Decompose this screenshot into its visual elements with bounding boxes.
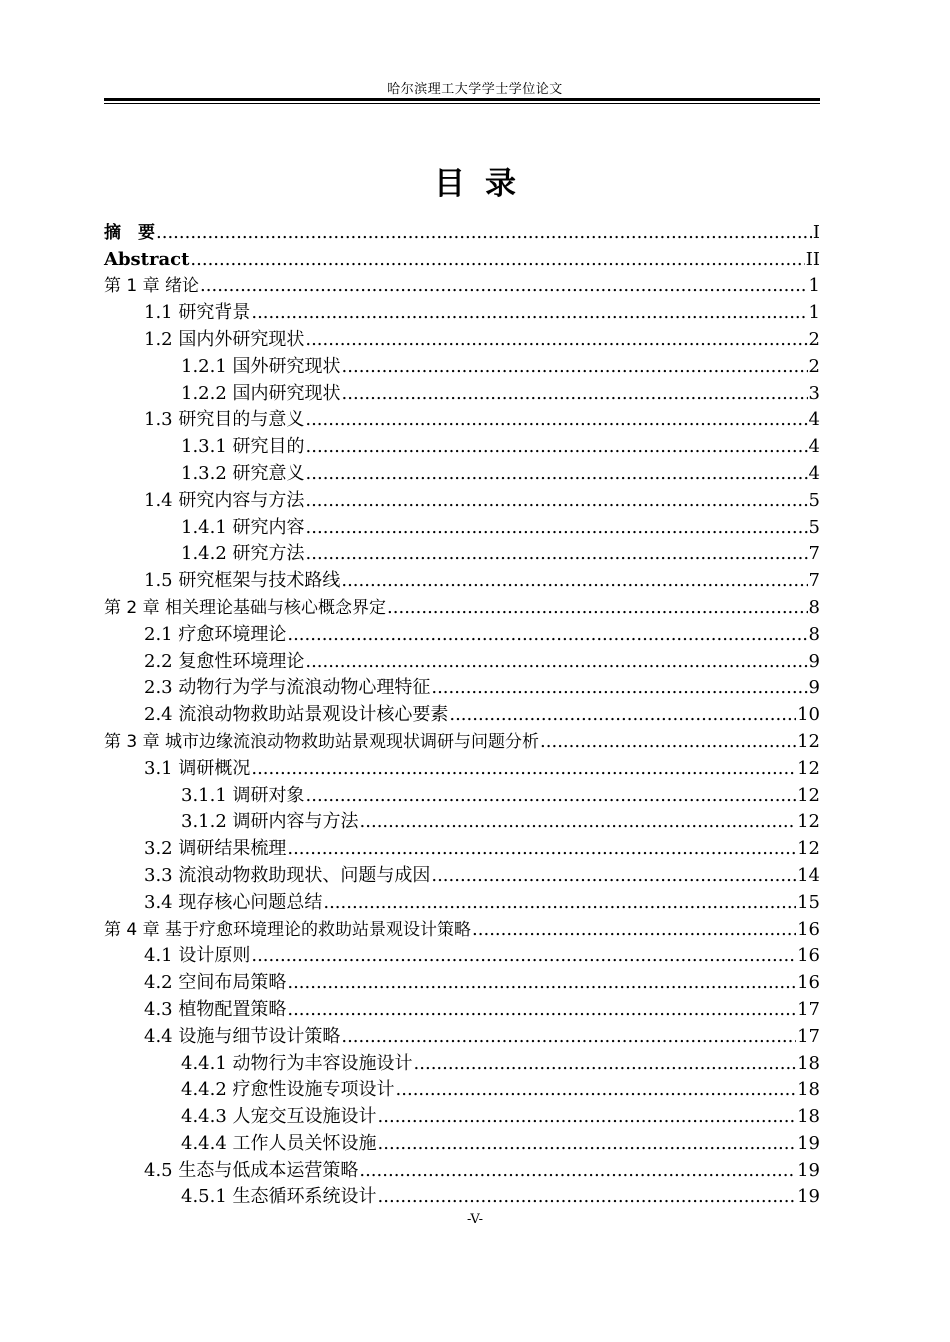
- toc-leader-dots: [540, 731, 796, 753]
- toc-entry-label: 第 1 章 绪论: [104, 276, 200, 297]
- toc-entry[interactable]: [104, 1021, 820, 1048]
- toc-entry-label: 1.4.1 研究内容: [181, 516, 305, 538]
- toc-leader-dots: [287, 999, 796, 1021]
- toc-entry-label: 3.1.2 调研内容与方法: [181, 811, 359, 833]
- toc-leader-dots: [378, 1133, 797, 1155]
- toc-entry[interactable]: [104, 244, 820, 271]
- toc-entry-label: 3.3 流浪动物救助现状、问题与成因: [144, 864, 431, 886]
- toc-entry-page: 5: [808, 489, 820, 511]
- toc-entry-label: 1.2 国内外研究现状: [144, 328, 305, 350]
- toc-entry-page: 8: [808, 623, 820, 645]
- toc-entry[interactable]: [104, 565, 820, 592]
- toc-leader-dots: [287, 624, 807, 646]
- toc-entry-page: 7: [808, 570, 820, 592]
- toc-entry[interactable]: [104, 271, 820, 298]
- toc-leader-dots: [378, 1186, 797, 1208]
- toc-leader-dots: [360, 811, 797, 833]
- toc-entry-page: 1: [808, 302, 820, 324]
- toc-entry-label: 4.5 生态与低成本运营策略: [144, 1159, 359, 1181]
- toc-entry-page: 16: [797, 945, 820, 967]
- toc-entry[interactable]: [104, 512, 820, 539]
- toc-entry[interactable]: [104, 699, 820, 726]
- toc-entry-page: 4: [808, 462, 820, 484]
- toc-entry-label: 2.2 复愈性环境理论: [144, 650, 305, 672]
- toc-entry-label: 3.4 现存核心问题总结: [144, 891, 323, 913]
- toc-entry-label: 4.2 空间布局策略: [144, 972, 287, 994]
- toc-entry[interactable]: [104, 539, 820, 566]
- toc-leader-dots: [287, 838, 796, 860]
- toc-leader-dots: [306, 785, 797, 807]
- toc-entry-label: 4.5.1 生态循环系统设计: [181, 1186, 377, 1208]
- toc-entry-label: 4.4.1 动物行为丰容设施设计: [181, 1052, 413, 1074]
- toc-entry-page: 10: [797, 704, 820, 726]
- toc-entry-label: 4.1 设计原则: [144, 945, 251, 967]
- toc-leader-dots: [341, 570, 807, 592]
- toc-leader-dots: [342, 356, 808, 378]
- toc-entry[interactable]: [104, 592, 820, 619]
- toc-entry-label: 1.5 研究框架与技术路线: [144, 570, 341, 592]
- toc-leader-dots: [387, 597, 808, 619]
- toc-entry[interactable]: [104, 619, 820, 646]
- toc-entry[interactable]: [104, 1182, 820, 1209]
- toc-entry-label: 4.4.4 工作人员关怀设施: [181, 1132, 377, 1154]
- toc-entry-page: I: [812, 221, 820, 243]
- toc-entry[interactable]: [104, 217, 820, 244]
- toc-leader-dots: [431, 677, 807, 699]
- toc-entry-label: 2.4 流浪动物救助站景观设计核心要素: [144, 704, 449, 726]
- toc-entry-page: 19: [797, 1186, 820, 1208]
- toc-entry[interactable]: [104, 753, 820, 780]
- toc-entry-page: 18: [797, 1052, 820, 1074]
- toc-entry-page: 8: [808, 596, 820, 618]
- toc-leader-dots: [251, 758, 796, 780]
- toc-entry-page: 7: [808, 543, 820, 565]
- toc-leader-dots: [306, 517, 808, 539]
- toc-leader-dots: [156, 222, 812, 244]
- toc-entry[interactable]: [104, 967, 820, 994]
- toc-leader-dots: [190, 249, 804, 271]
- toc-leader-dots: [396, 1079, 797, 1101]
- toc-entry-label: 1.3 研究目的与意义: [144, 409, 305, 431]
- toc-leader-dots: [251, 945, 796, 967]
- toc-entry-label: 4.3 植物配置策略: [144, 998, 287, 1020]
- toc-entry[interactable]: [104, 673, 820, 700]
- toc-entry[interactable]: [104, 833, 820, 860]
- toc-entry-page: 16: [797, 918, 820, 940]
- toc-entry[interactable]: [104, 1128, 820, 1155]
- toc-entry-page: 2: [808, 355, 820, 377]
- toc-entry-page: 4: [808, 436, 820, 458]
- table-of-contents: [104, 217, 820, 1208]
- toc-entry-page: 17: [797, 1025, 820, 1047]
- header-rule-thin: [104, 103, 820, 104]
- toc-entry[interactable]: [104, 1101, 820, 1128]
- toc-entry-label: 2.1 疗愈环境理论: [144, 623, 287, 645]
- toc-entry[interactable]: [104, 458, 820, 485]
- toc-leader-dots: [306, 543, 808, 565]
- toc-leader-dots: [287, 972, 796, 994]
- toc-entry-page: 5: [808, 516, 820, 538]
- toc-leader-dots: [306, 463, 808, 485]
- toc-leader-dots: [323, 892, 796, 914]
- toc-entry-label: 4.4 设施与细节设计策略: [144, 1025, 341, 1047]
- toc-leader-dots: [472, 919, 796, 941]
- toc-leader-dots: [378, 1106, 797, 1128]
- toc-entry-label: 1.2.1 国外研究现状: [181, 355, 341, 377]
- toc-entry[interactable]: [104, 646, 820, 673]
- toc-entry[interactable]: [104, 941, 820, 968]
- toc-entry-page: 18: [797, 1079, 820, 1101]
- toc-entry[interactable]: [104, 351, 820, 378]
- toc-entry[interactable]: [104, 378, 820, 405]
- page-header: 哈尔滨理工大学学士学位论文: [387, 82, 563, 97]
- toc-entry-page: 9: [808, 677, 820, 699]
- toc-entry-page: 1: [808, 275, 820, 297]
- toc-entry-label: Abstract: [104, 248, 190, 270]
- toc-entry-page: II: [805, 248, 820, 270]
- toc-entry[interactable]: [104, 297, 820, 324]
- toc-entry-page: 17: [797, 998, 820, 1020]
- toc-entry-page: 3: [808, 382, 820, 404]
- toc-entry-page: 14: [797, 864, 820, 886]
- toc-leader-dots: [305, 490, 807, 512]
- toc-entry-page: 12: [797, 757, 820, 779]
- toc-entry-label: 3.2 调研结果梳理: [144, 838, 287, 860]
- toc-entry-label: 1.4 研究内容与方法: [144, 489, 305, 511]
- toc-entry[interactable]: [104, 1048, 820, 1075]
- toc-leader-dots: [305, 651, 807, 673]
- toc-entry-page: 12: [797, 730, 820, 752]
- toc-entry-label: 4.4.3 人宠交互设施设计: [181, 1106, 377, 1128]
- toc-entry-label: 摘 要: [104, 222, 155, 243]
- toc-entry-label: 第 4 章 基于疗愈环境理论的救助站景观设计策略: [104, 919, 472, 940]
- toc-entry-label: 3.1 调研概况: [144, 757, 251, 779]
- toc-entry-page: 4: [808, 409, 820, 431]
- toc-entry-page: 12: [797, 784, 820, 806]
- header-rule-thick: [104, 98, 820, 101]
- toc-entry-page: 12: [797, 811, 820, 833]
- toc-leader-dots: [449, 704, 796, 726]
- toc-leader-dots: [251, 302, 807, 324]
- toc-entry[interactable]: [104, 485, 820, 512]
- toc-leader-dots: [414, 1053, 797, 1075]
- toc-entry-page: 2: [808, 328, 820, 350]
- toc-entry-label: 2.3 动物行为学与流浪动物心理特征: [144, 677, 431, 699]
- toc-entry-label: 3.1.1 调研对象: [181, 784, 305, 806]
- toc-leader-dots: [305, 409, 807, 431]
- toc-entry-label: 第 2 章 相关理论基础与核心概念界定: [104, 597, 387, 618]
- toc-leader-dots: [359, 1160, 796, 1182]
- toc-entry[interactable]: [104, 431, 820, 458]
- toc-entry-page: 12: [797, 838, 820, 860]
- toc-entry[interactable]: [104, 726, 820, 753]
- toc-entry[interactable]: [104, 914, 820, 941]
- page-number: -V-: [466, 1212, 484, 1227]
- toc-leader-dots: [200, 275, 808, 297]
- toc-entry-page: 15: [797, 891, 820, 913]
- toc-entry[interactable]: [104, 1075, 820, 1102]
- toc-entry[interactable]: [104, 860, 820, 887]
- toc-entry-label: 1.1 研究背景: [144, 302, 251, 324]
- toc-entry-label: 第 3 章 城市边缘流浪动物救助站景观现状调研与问题分析: [104, 731, 540, 752]
- toc-entry[interactable]: [104, 1155, 820, 1182]
- toc-entry-page: 18: [797, 1106, 820, 1128]
- toc-entry-label: 1.2.2 国内研究现状: [181, 382, 341, 404]
- toc-entry-page: 16: [797, 972, 820, 994]
- toc-entry-page: 9: [808, 650, 820, 672]
- toc-leader-dots: [306, 436, 808, 458]
- toc-entry[interactable]: [104, 405, 820, 432]
- toc-leader-dots: [431, 865, 796, 887]
- toc-title: 目录: [434, 166, 536, 202]
- toc-entry[interactable]: [104, 324, 820, 351]
- toc-entry-label: 1.3.1 研究目的: [181, 436, 305, 458]
- toc-entry[interactable]: [104, 994, 820, 1021]
- toc-entry-page: 19: [797, 1159, 820, 1181]
- toc-entry[interactable]: [104, 807, 820, 834]
- toc-entry-label: 1.4.2 研究方法: [181, 543, 305, 565]
- toc-entry[interactable]: [104, 780, 820, 807]
- toc-leader-dots: [341, 1026, 796, 1048]
- toc-entry-label: 4.4.2 疗愈性设施专项设计: [181, 1079, 395, 1101]
- toc-leader-dots: [305, 329, 807, 351]
- toc-entry[interactable]: [104, 887, 820, 914]
- toc-entry-page: 19: [797, 1132, 820, 1154]
- toc-leader-dots: [342, 383, 808, 405]
- toc-entry-label: 1.3.2 研究意义: [181, 462, 305, 484]
